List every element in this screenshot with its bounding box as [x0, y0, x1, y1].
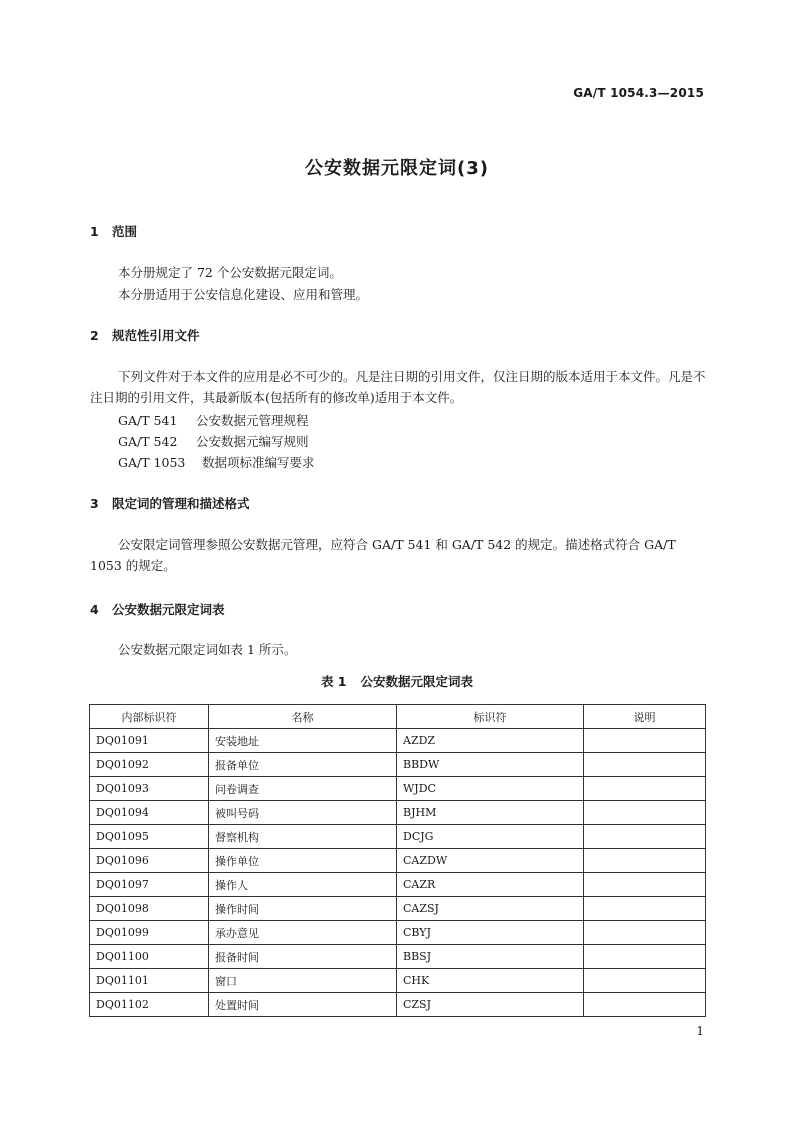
column-header-identifier: 标识符 — [397, 705, 584, 729]
table-row — [90, 825, 706, 849]
column-header-name: 名称 — [209, 705, 397, 729]
table-row — [90, 921, 706, 945]
table-row — [90, 897, 706, 921]
cell-description — [584, 753, 706, 777]
column-header-description: 说明 — [584, 705, 706, 729]
cell-name: 处置时间 — [209, 993, 397, 1017]
normative-intro: 下列文件对于本文件的应用是必不可少的。凡是注日期的引用文件，仅注日期的版本适用于本文件。凡是不注日期的引用文件，其最新版本(包括所有的修改单)适用于本文件。 — [90, 369, 706, 405]
cell-name: 操作时间 — [209, 897, 397, 921]
cell-description — [584, 777, 706, 801]
cell-internal-id: DQ01100 — [90, 945, 209, 969]
scope-line-2: 本分册适用于公安信息化建设、应用和管理。 — [118, 287, 369, 302]
section-title: 范围 — [112, 224, 138, 239]
table-row — [90, 849, 706, 873]
cell-identifier: BJHM — [397, 801, 584, 825]
cell-description — [584, 801, 706, 825]
cell-identifier: WJDC — [397, 777, 584, 801]
section-heading-table — [90, 600, 225, 618]
cell-identifier: CBYJ — [397, 921, 584, 945]
table-header-row — [90, 705, 706, 729]
reference-code: GA/T 541 — [118, 413, 178, 428]
reference-code: GA/T 1053 — [118, 455, 186, 470]
cell-internal-id: DQ01094 — [90, 801, 209, 825]
cell-name: 报备单位 — [209, 753, 397, 777]
cell-name: 窗口 — [209, 969, 397, 993]
cell-identifier: AZDZ — [397, 729, 584, 753]
cell-internal-id: DQ01098 — [90, 897, 209, 921]
management-text: 公安限定词管理参照公安数据元管理，应符合 GA/T 541 和 GA/T 542 的规定。描述格式符合 GA/T 1053 的规定。 — [90, 537, 676, 573]
table-row — [90, 753, 706, 777]
cell-name: 被叫号码 — [209, 801, 397, 825]
table-row — [90, 873, 706, 897]
section-heading-scope — [90, 222, 137, 240]
table-row — [90, 993, 706, 1017]
cell-name: 承办意见 — [209, 921, 397, 945]
reference-title: 公安数据元管理规程 — [196, 413, 309, 428]
document-title: 公安数据元限定词(3) — [305, 158, 489, 179]
table-caption — [0, 672, 794, 690]
cell-identifier: DCJG — [397, 825, 584, 849]
reference-title: 数据项标准编写要求 — [202, 455, 315, 470]
cell-description — [584, 825, 706, 849]
cell-description — [584, 969, 706, 993]
section-title: 规范性引用文件 — [112, 328, 200, 343]
cell-name: 督察机构 — [209, 825, 397, 849]
cell-identifier: CZSJ — [397, 993, 584, 1017]
table-caption-label: 表 1 — [320, 674, 347, 689]
table-row — [90, 801, 706, 825]
cell-description — [584, 849, 706, 873]
section-heading-management — [90, 494, 250, 512]
cell-name: 报备时间 — [209, 945, 397, 969]
section-number: 2 — [90, 328, 99, 343]
cell-identifier: BBDW — [397, 753, 584, 777]
qualifier-table — [89, 704, 706, 1017]
cell-name: 安装地址 — [209, 729, 397, 753]
cell-internal-id: DQ01092 — [90, 753, 209, 777]
page-number: 1 — [696, 1024, 704, 1038]
cell-description — [584, 897, 706, 921]
cell-internal-id: DQ01091 — [90, 729, 209, 753]
cell-description — [584, 921, 706, 945]
cell-internal-id: DQ01102 — [90, 993, 209, 1017]
section-number: 4 — [90, 602, 99, 617]
section-title: 公安数据元限定词表 — [112, 602, 225, 617]
cell-name: 操作单位 — [209, 849, 397, 873]
cell-description — [584, 729, 706, 753]
table-caption-title: 公安数据元限定词表 — [360, 674, 474, 689]
section-number: 1 — [90, 224, 99, 239]
reference-item — [118, 432, 309, 450]
column-header-internal-id: 内部标识符 — [90, 705, 209, 729]
cell-description — [584, 945, 706, 969]
standard-number: GA/T 1054.3—2015 — [573, 86, 704, 100]
cell-name: 操作人 — [209, 873, 397, 897]
cell-internal-id: DQ01095 — [90, 825, 209, 849]
cell-name: 问卷调查 — [209, 777, 397, 801]
reference-code: GA/T 542 — [118, 434, 178, 449]
cell-internal-id: DQ01093 — [90, 777, 209, 801]
cell-identifier: CHK — [397, 969, 584, 993]
cell-identifier: CAZDW — [397, 849, 584, 873]
cell-internal-id: DQ01099 — [90, 921, 209, 945]
cell-identifier: BBSJ — [397, 945, 584, 969]
cell-internal-id: DQ01101 — [90, 969, 209, 993]
table-row — [90, 969, 706, 993]
section-number: 3 — [90, 496, 99, 511]
table-row — [90, 729, 706, 753]
cell-identifier: CAZR — [397, 873, 584, 897]
cell-description — [584, 993, 706, 1017]
cell-internal-id: DQ01096 — [90, 849, 209, 873]
table-row — [90, 945, 706, 969]
table-intro: 公安数据元限定词如表 1 所示。 — [118, 642, 297, 657]
reference-title: 公安数据元编写规则 — [196, 434, 309, 449]
reference-item — [118, 411, 309, 429]
section-title: 限定词的管理和描述格式 — [112, 496, 250, 511]
cell-identifier: CAZSJ — [397, 897, 584, 921]
cell-description — [584, 873, 706, 897]
reference-item — [118, 453, 315, 471]
table-row — [90, 777, 706, 801]
section-heading-normative — [90, 326, 200, 344]
cell-internal-id: DQ01097 — [90, 873, 209, 897]
scope-line-1: 本分册规定了 72 个公安数据元限定词。 — [118, 265, 342, 280]
